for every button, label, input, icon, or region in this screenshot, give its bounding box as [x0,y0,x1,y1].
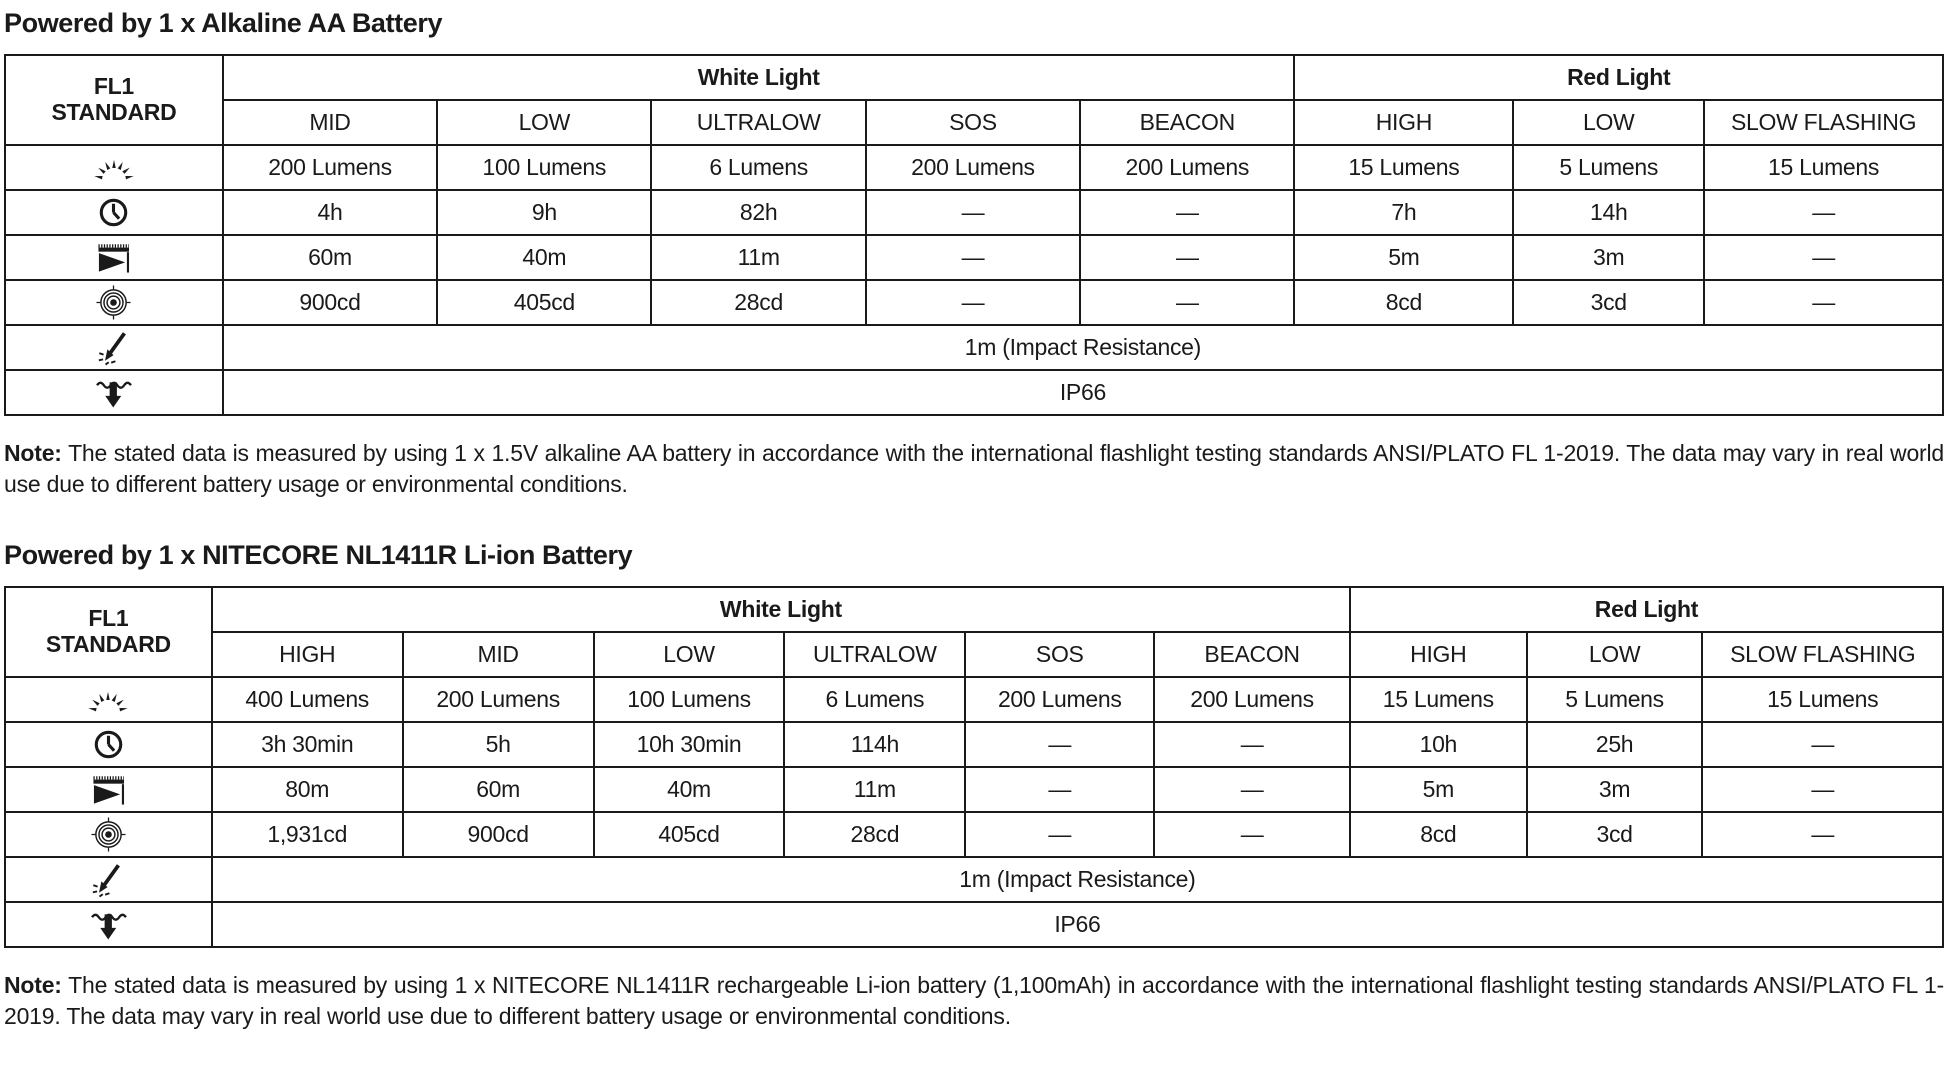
spec-value: 5m [1350,767,1527,812]
light-output-icon [87,685,129,714]
mode-header: LOW [1513,100,1704,145]
ip-rating-value: IP66 [212,902,1943,947]
waterproof-icon [95,377,132,408]
fl1-standard-table-liion [4,586,1944,948]
spec-value: 6 Lumens [651,145,865,190]
spec-value: — [1704,190,1943,235]
light-group-header-row [5,587,1943,632]
spec-value: 82h [651,190,865,235]
spec-value: — [1080,190,1294,235]
mode-header: HIGH [212,632,403,677]
beam-intensity-icon-cell [5,812,212,857]
spec-value: 8cd [1350,812,1527,857]
spec-value: 7h [1294,190,1513,235]
waterproof-icon [90,909,127,940]
mode-header: SOS [866,100,1080,145]
light-output-row [5,677,1943,722]
spec-value: 40m [594,767,785,812]
beam-distance-icon-cell [5,235,223,280]
ip-rating-row [5,902,1943,947]
light-group-header-row [5,55,1943,100]
spec-value: — [965,812,1154,857]
spec-value: — [965,767,1154,812]
runtime-row [5,722,1943,767]
spec-value: 4h [223,190,437,235]
light-output-icon-cell [5,677,212,722]
fl1-standard-cell [5,587,212,677]
spec-value: 200 Lumens [403,677,594,722]
spec-value: 200 Lumens [866,145,1080,190]
spec-value: — [1154,812,1350,857]
battery-section-liion [4,540,1944,1032]
beam-distance-icon-cell [5,767,212,812]
spec-value: 3cd [1527,812,1703,857]
fl1-label-line1: FL1 [93,73,134,100]
impact-resistance-row [5,325,1943,370]
ip-rating-row [5,370,1943,415]
spec-value: — [1154,767,1350,812]
spec-value: 3h 30min [212,722,403,767]
spec-value: 3m [1527,767,1703,812]
waterproof-icon-cell [5,902,212,947]
mode-header: HIGH [1294,100,1513,145]
mode-header: ULTRALOW [651,100,865,145]
beam-intensity-row [5,280,1943,325]
fl1-standard-table-alkaline [4,54,1944,416]
runtime-row [5,190,1943,235]
mode-header-row [5,632,1943,677]
spec-value: 200 Lumens [965,677,1154,722]
mode-header: BEACON [1080,100,1294,145]
beam-distance-row [5,767,1943,812]
light-output-row [5,145,1943,190]
runtime-icon [97,196,130,229]
spec-value: 10h 30min [594,722,785,767]
spec-value: 28cd [651,280,865,325]
mode-header: BEACON [1154,632,1350,677]
spec-value: 9h [437,190,651,235]
spec-value: 200 Lumens [1080,145,1294,190]
beam-intensity-icon-cell [5,280,223,325]
page-title: Powered by 1 x Alkaline AA Battery [4,8,443,38]
spec-value: 5h [403,722,594,767]
spec-value: — [1080,235,1294,280]
mode-header: SLOW FLASHING [1704,100,1943,145]
mode-header: MID [223,100,437,145]
spec-value: 200 Lumens [1154,677,1350,722]
mode-header: LOW [1527,632,1703,677]
note-liion [4,970,1944,1032]
spec-value: 60m [403,767,594,812]
spec-value: 5m [1294,235,1513,280]
light-output-icon-cell [5,145,223,190]
spec-value: 25h [1527,722,1703,767]
spec-value: — [1704,235,1943,280]
note-label: Note: [4,440,62,466]
spec-value: — [965,722,1154,767]
spec-value: 60m [223,235,437,280]
impact-resistance-value: 1m (Impact Resistance) [223,325,1943,370]
spec-value: 405cd [594,812,785,857]
spec-value: 15 Lumens [1702,677,1943,722]
spec-value: 6 Lumens [784,677,965,722]
beam-intensity-icon [91,817,126,852]
beam-distance-icon [91,773,126,806]
mode-header: MID [403,632,594,677]
spec-value: 11m [784,767,965,812]
spec-value: 100 Lumens [437,145,651,190]
impact-resistance-icon [90,862,126,898]
note-text: The stated data is measured by using 1 x NITECORE NL1411R rechargeable Li-ion battery (1,100mAh) in accordance with the international flashlight testing standards ANSI/PLATO FL 1-2019. The data may vary in real world use due to different battery usage or environmental conditions. [4,972,1944,1029]
runtime-icon-cell [5,722,212,767]
page-title: Powered by 1 x NITECORE NL1411R Li-ion Battery [4,540,633,570]
spec-value: 14h [1513,190,1704,235]
mode-header: SLOW FLASHING [1702,632,1943,677]
beam-distance-icon [96,241,131,274]
beam-intensity-row [5,812,1943,857]
spec-value: 400 Lumens [212,677,403,722]
light-output-icon [93,153,135,182]
note-alkaline [4,438,1944,500]
spec-value: 405cd [437,280,651,325]
spec-value: 8cd [1294,280,1513,325]
spec-value: 11m [651,235,865,280]
impact-resistance-icon [96,330,132,366]
spec-value: — [866,190,1080,235]
battery-section-alkaline [4,8,1944,500]
spec-value: 15 Lumens [1294,145,1513,190]
runtime-icon-cell [5,190,223,235]
white-light-header: White Light [223,55,1295,100]
beam-intensity-icon [96,285,131,320]
fl1-label-line1: FL1 [88,605,129,632]
white-light-header: White Light [212,587,1350,632]
spec-value: — [1702,767,1943,812]
spec-value: 80m [212,767,403,812]
note-text: The stated data is measured by using 1 x 1.5V alkaline AA battery in accordance with the international flashlight testing standards ANSI/PLATO FL 1-2019. The data may vary in real world use due to different battery usage or environmental conditions. [4,440,1945,497]
spec-value: — [866,280,1080,325]
fl1-label-line2: STANDARD [45,631,171,657]
mode-header: LOW [437,100,651,145]
impact-resistance-icon-cell [5,325,223,370]
spec-value: 5 Lumens [1527,677,1703,722]
spec-value: 15 Lumens [1704,145,1943,190]
mode-header-row [5,100,1943,145]
mode-header: HIGH [1350,632,1527,677]
red-light-header: Red Light [1294,55,1943,100]
spec-value: 900cd [223,280,437,325]
spec-value: 10h [1350,722,1527,767]
spec-value: — [1704,280,1943,325]
spec-value: 5 Lumens [1513,145,1704,190]
spec-value: 40m [437,235,651,280]
ip-rating-value: IP66 [223,370,1943,415]
spec-value: 1,931cd [212,812,403,857]
spec-value: 28cd [784,812,965,857]
beam-distance-row [5,235,1943,280]
spec-value: — [1154,722,1350,767]
spec-value: 100 Lumens [594,677,785,722]
note-label: Note: [4,972,62,998]
waterproof-icon-cell [5,370,223,415]
red-light-header: Red Light [1350,587,1943,632]
mode-header: ULTRALOW [784,632,965,677]
spec-value: — [1702,812,1943,857]
runtime-icon [92,728,125,761]
spec-value: 200 Lumens [223,145,437,190]
spec-value: 114h [784,722,965,767]
spec-value: — [1702,722,1943,767]
fl1-standard-cell [5,55,223,145]
spec-value: 3m [1513,235,1704,280]
impact-resistance-row [5,857,1943,902]
spec-value: — [866,235,1080,280]
spec-value: — [1080,280,1294,325]
impact-resistance-value: 1m (Impact Resistance) [212,857,1943,902]
fl1-label-line2: STANDARD [51,99,177,125]
impact-resistance-icon-cell [5,857,212,902]
mode-header: LOW [594,632,785,677]
spec-value: 900cd [403,812,594,857]
mode-header: SOS [965,632,1154,677]
spec-value: 15 Lumens [1350,677,1527,722]
spec-value: 3cd [1513,280,1704,325]
